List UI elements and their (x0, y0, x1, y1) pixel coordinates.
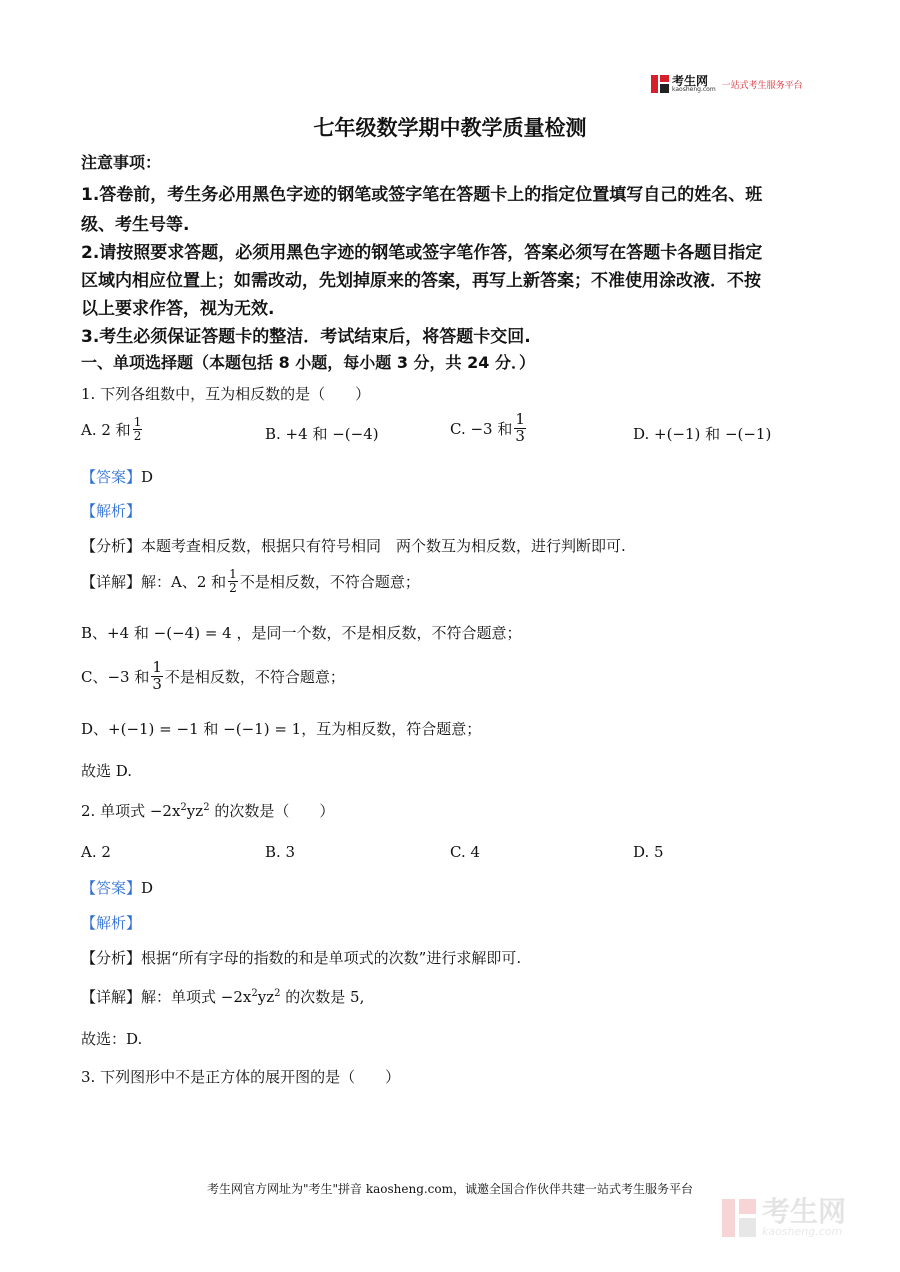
q2-option-d: D. 5 (633, 843, 664, 861)
notice-heading: 注意事项： (81, 153, 162, 172)
detail-tag: 【详解】 (81, 572, 142, 591)
q1-fenxi (81, 535, 626, 556)
q1-option-c-text: C. −3 和 (450, 419, 513, 438)
fraction-numerator: 1 (229, 567, 237, 581)
fraction-denominator: 2 (229, 580, 237, 595)
section-heading: 一、单项选择题（本题包括 8 小题，每小题 3 分，共 24 分．） (81, 353, 535, 372)
exponent: 2 (274, 988, 281, 999)
q1-analysis-tag: 【解析】 (81, 502, 142, 520)
fenxi-text: 根据“所有字母的指数的和是单项式的次数”进行求解即可. (141, 949, 522, 967)
q2-stem-mid: yz (186, 802, 204, 820)
watermark-domain: kaosheng.com (762, 1225, 843, 1238)
answer-tag: 【答案】 (81, 468, 142, 486)
exponent: 2 (180, 802, 187, 813)
fraction-denominator: 2 (133, 428, 142, 443)
fenxi-tag: 【分析】 (81, 537, 142, 555)
logo-name: 考生网 (672, 74, 709, 88)
detail-a-post: 不是相反数，不符合题意； (239, 572, 420, 591)
q2-stem-post: 的次数是（ ） (209, 802, 335, 820)
watermark-name: 考生网 (762, 1195, 847, 1228)
fraction (228, 568, 238, 594)
q1-conclusion: 故选 D. (81, 762, 133, 780)
notice-line-3: 2.请按照要求答题，必须用黑色字迹的钢笔或签字笔作答，答案必须写在答题卡各题目指定 (81, 243, 763, 263)
logo-domain: kaosheng.com (672, 86, 716, 93)
q1-detail-d: D、+(−1) = −1 和 −(−1) = 1，互为相反数，符合题意； (81, 720, 482, 738)
watermark (722, 1195, 847, 1238)
detail-c-post: 不是相反数，不符合题意； (164, 667, 345, 686)
q2-answer (81, 877, 153, 898)
detail-c-text: C、−3 和 (81, 667, 150, 686)
q1-answer (81, 466, 153, 487)
q1-detail-c (81, 660, 345, 693)
q1-stem: 1. 下列各组数中，互为相反数的是（ ） (81, 385, 371, 403)
detail-tag: 【详解】 (81, 988, 142, 1006)
q2-conclusion: 故选：D. (81, 1030, 143, 1048)
exponent: 2 (203, 802, 210, 813)
q1-option-b: B. +4 和 −(−4) (265, 425, 379, 443)
q1-option-c (450, 412, 528, 445)
page-title: 七年级数学期中教学质量检测 (313, 116, 587, 140)
q2-detail (81, 986, 364, 1007)
fraction-numerator: 1 (152, 658, 162, 676)
answer-tag: 【答案】 (81, 879, 142, 897)
kaosheng-logo-icon (651, 75, 669, 93)
fraction (151, 660, 163, 693)
fraction (133, 416, 143, 442)
q2-stem (81, 800, 334, 821)
detail-a-text: 解：A、2 和 (141, 572, 227, 591)
fraction (514, 412, 526, 445)
q2-stem-pre: 2. 单项式 −2x (81, 802, 181, 820)
logo-slogan: 一站式考生服务平台 (721, 80, 803, 91)
q2-option-a: A. 2 (81, 843, 111, 861)
fenxi-text: 本题考查相反数，根据只有符号相同 两个数互为相反数，进行判断即可. (141, 537, 626, 555)
fraction-denominator: 3 (152, 674, 162, 693)
fraction-numerator: 1 (133, 415, 142, 429)
notice-line-1: 1.答卷前，考生务必用黑色字迹的钢笔或签字笔在答题卡上的指定位置填写自己的姓名、班 (81, 185, 763, 205)
q2-option-b: B. 3 (265, 843, 296, 861)
q1-option-d: D. +(−1) 和 −(−1) (633, 425, 772, 443)
page-footer: 考生网官方网址为"考生"拼音 kaosheng.com，诚邀全国合作伙伴共建一站式考生服务平台 (206, 1182, 694, 1196)
detail-post: 的次数是 5, (280, 988, 365, 1006)
exponent: 2 (251, 988, 258, 999)
notice-line-6: 3.考生必须保证答题卡的整洁．考试结束后，将答题卡交回. (81, 327, 531, 347)
q1-option-a (81, 416, 144, 442)
q2-option-c: C. 4 (450, 843, 481, 861)
notice-line-5: 以上要求作答，视为无效. (81, 299, 275, 319)
fenxi-tag: 【分析】 (81, 949, 142, 967)
fraction-numerator: 1 (515, 410, 525, 428)
q1-detail-b: B、+4 和 −(−4) = 4 ，是同一个数，不是相反数，不符合题意； (81, 624, 522, 642)
kaosheng-watermark-icon (722, 1199, 756, 1237)
answer-value: D (141, 879, 154, 897)
notice-line-4: 区域内相应位置上；如需改动，先划掉原来的答案，再写上新答案；不准使用涂改液．不按 (81, 271, 761, 291)
q2-analysis-tag: 【解析】 (81, 914, 142, 932)
detail-mid: yz (257, 988, 275, 1006)
answer-value: D (141, 468, 154, 486)
detail-pre: 解：单项式 −2x (141, 988, 252, 1006)
fraction-denominator: 3 (515, 426, 525, 445)
q3-stem: 3. 下列图形中不是正方体的展开图的是（ ） (81, 1068, 401, 1086)
q2-fenxi (81, 947, 521, 968)
header-logo (651, 74, 803, 94)
q1-option-a-text: A. 2 和 (81, 420, 131, 439)
q1-detail-a (81, 568, 420, 594)
notice-line-2: 级、考生号等. (81, 215, 190, 235)
